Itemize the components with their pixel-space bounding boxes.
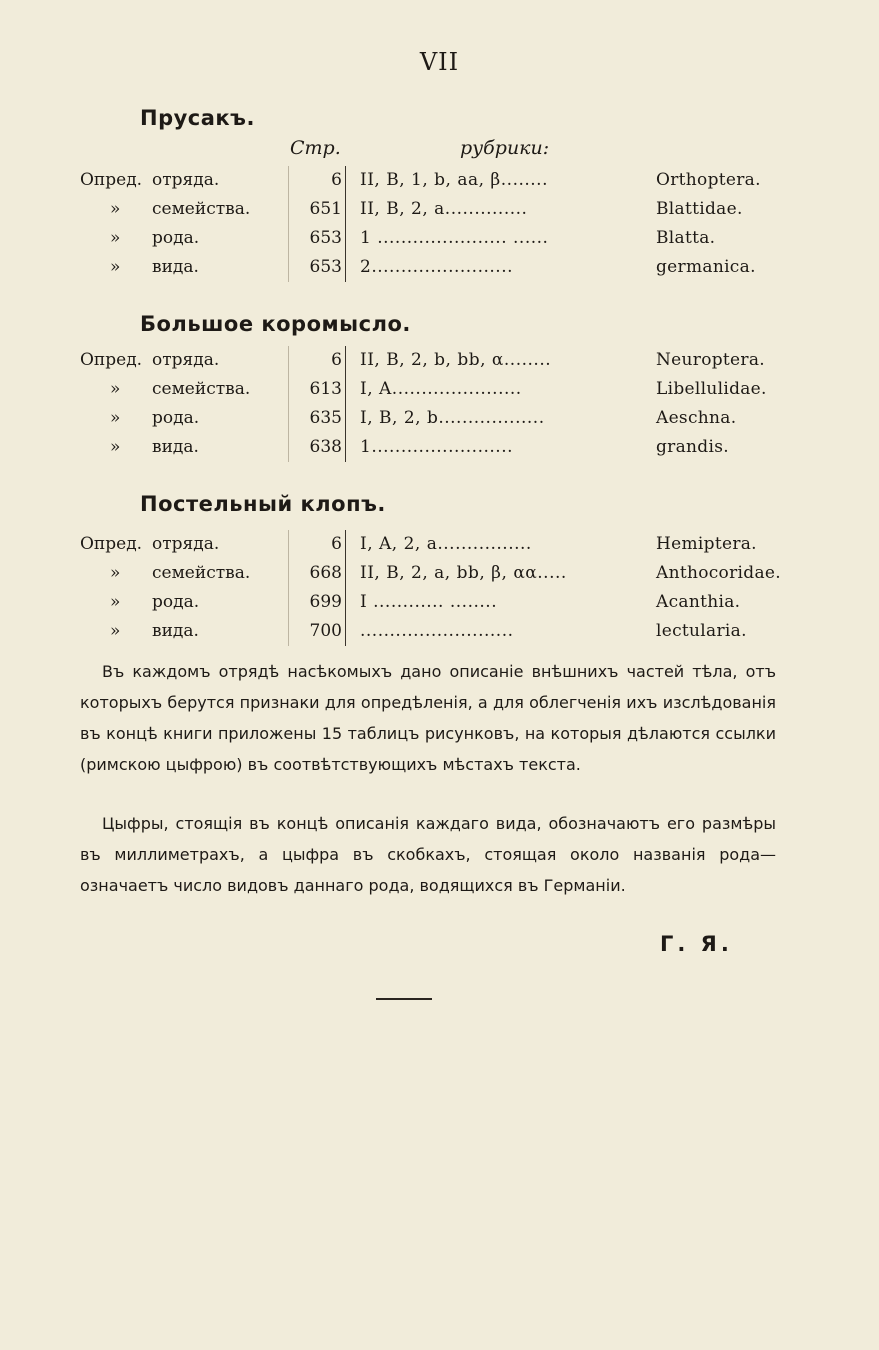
- row-page: 653: [309, 257, 342, 277]
- row-taxon: Libellulidae.: [656, 379, 767, 399]
- row-page: 6: [331, 350, 342, 370]
- row-level: вида.: [152, 257, 199, 277]
- row-page: 6: [331, 534, 342, 554]
- row-prefix: Опред.: [80, 534, 143, 554]
- row-level: отряда.: [152, 350, 220, 370]
- row-page: 613: [309, 379, 342, 399]
- row-level: рода.: [152, 228, 200, 248]
- page-column-header: Стр.: [290, 137, 341, 159]
- row-prefix: Опред.: [80, 350, 143, 370]
- row-taxon: Blatta.: [656, 228, 716, 248]
- table-row: [0, 559, 879, 588]
- row-page: 6: [331, 170, 342, 190]
- table-row: [0, 166, 879, 195]
- row-taxon: lectularia.: [656, 621, 747, 641]
- table-row: [0, 588, 879, 617]
- section-title: Прусакъ.: [140, 106, 255, 130]
- row-level: вида.: [152, 621, 199, 641]
- row-taxon: Aeschna.: [656, 408, 737, 428]
- row-prefix: »: [110, 621, 121, 641]
- row-page: 651: [309, 199, 342, 219]
- row-rubric: II, B, 2, a..............: [360, 199, 528, 219]
- row-level: рода.: [152, 408, 200, 428]
- row-taxon: germanica.: [656, 257, 756, 277]
- row-level: семейства.: [152, 379, 251, 399]
- paragraph-numbers-note: Цыфры, стоящія въ концѣ описанія каждаго вида, обозначаютъ его размѣры въ миллиметрахъ, а цыфра въ скобкахъ, стоящая около названія рода—означаетъ число видовъ даннаго рода, водящихся въ Германіи.: [80, 814, 776, 895]
- table-row: [0, 530, 879, 559]
- row-taxon: Acanthia.: [656, 592, 741, 612]
- row-rubric: ..........................: [360, 621, 514, 641]
- row-page: 668: [309, 563, 342, 583]
- author-initials: Г. Я.: [660, 932, 733, 956]
- table-row: [0, 617, 879, 646]
- row-taxon: Blattidae.: [656, 199, 743, 219]
- row-page: 700: [309, 621, 342, 641]
- row-prefix: »: [110, 563, 121, 583]
- table-row: [0, 253, 879, 282]
- row-page: 699: [309, 592, 342, 612]
- row-prefix: »: [110, 408, 121, 428]
- row-level: отряда.: [152, 534, 220, 554]
- row-rubric: 1 ...................... ......: [360, 228, 549, 248]
- row-taxon: Neuroptera.: [656, 350, 765, 370]
- section-title: Постельный клопъ.: [140, 492, 386, 516]
- page-number: VII: [419, 48, 460, 76]
- end-divider: [376, 998, 432, 1000]
- paragraph-tables-note: Въ каждомъ отрядѣ насѣкомыхъ дано описаніе внѣшнихъ частей тѣла, отъ которыхъ берутся признаки для опредѣленія, а для облегченія ихъ изслѣдованія въ концѣ книги приложены 15 таблицъ рисунковъ, на которыя дѣлаются ссылки (римскою цыфрою) въ соотвѣтствующихъ мѣстахъ текста.: [80, 662, 776, 774]
- row-rubric: II, B, 2, a, bb, β, αα.....: [360, 563, 567, 583]
- table-row: [0, 404, 879, 433]
- row-level: отряда.: [152, 170, 220, 190]
- table-row: [0, 346, 879, 375]
- row-prefix: »: [110, 199, 121, 219]
- row-rubric: I ............ ........: [360, 592, 498, 612]
- row-prefix: »: [110, 592, 121, 612]
- table-row: [0, 375, 879, 404]
- row-prefix: »: [110, 379, 121, 399]
- row-rubric: II, B, 1, b, aa, β........: [360, 170, 548, 190]
- row-level: вида.: [152, 437, 199, 457]
- row-prefix: »: [110, 437, 121, 457]
- row-level: семейства.: [152, 563, 251, 583]
- table-row: [0, 195, 879, 224]
- row-prefix: »: [110, 257, 121, 277]
- row-taxon: Hemiptera.: [656, 534, 757, 554]
- row-prefix: »: [110, 228, 121, 248]
- row-taxon: Orthoptera.: [656, 170, 761, 190]
- row-rubric: I, A......................: [360, 379, 522, 399]
- table-row: [0, 224, 879, 253]
- row-level: рода.: [152, 592, 200, 612]
- row-level: семейства.: [152, 199, 251, 219]
- row-rubric: 1........................: [360, 437, 514, 457]
- table-row: [0, 433, 879, 462]
- row-page: 638: [309, 437, 342, 457]
- row-page: 653: [309, 228, 342, 248]
- section-title: Большое коромысло.: [140, 312, 411, 336]
- row-taxon: grandis.: [656, 437, 729, 457]
- row-taxon: Anthocoridae.: [656, 563, 781, 583]
- row-prefix: Опред.: [80, 170, 143, 190]
- rubric-column-header: рубрики:: [460, 137, 550, 159]
- row-rubric: II, B, 2, b, bb, α........: [360, 350, 552, 370]
- row-page: 635: [309, 408, 342, 428]
- row-rubric: I, A, 2, a................: [360, 534, 532, 554]
- row-rubric: 2........................: [360, 257, 514, 277]
- row-rubric: I, B, 2, b..................: [360, 408, 545, 428]
